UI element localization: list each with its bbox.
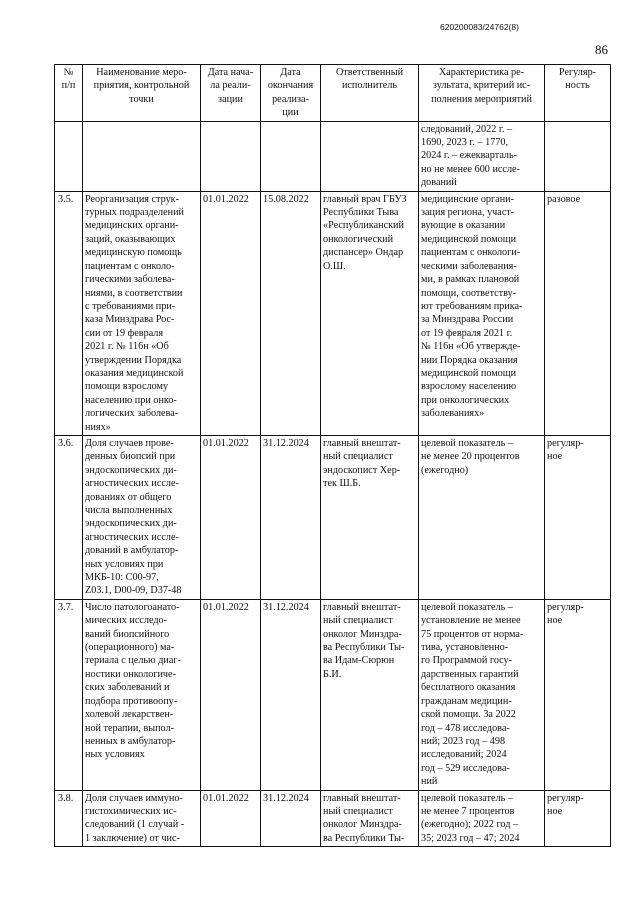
table-row bbox=[55, 121, 611, 191]
row-regularity: разовое bbox=[545, 191, 611, 435]
row-start-date: 01.01.2022 bbox=[201, 435, 261, 599]
row-name: Доля случаев прове- денных биопсий при эндоскопических ди- агностических иссле- дованиях от общего числа выполненных эндоскопических ди- агностических иссле- дований в амбулатор- ных условиях при МКБ-10: С00-97, Z03.1, D00-09, D37-48 bbox=[83, 435, 201, 599]
page-number: 86 bbox=[595, 42, 608, 57]
row-start-date bbox=[201, 121, 261, 191]
row-name: Число патологоанато- мических исследо- ваний биопсийного (операционного) ма- териала с целью диаг- ностики онкологиче- ских заболеваний и подбора противоопу- холевой лекарствен- ной терапии, выпол- ненных в амбулатор- ных условиях bbox=[83, 599, 201, 790]
header-number: № п/п bbox=[55, 65, 83, 122]
header-responsible: Ответственный исполнитель bbox=[321, 65, 419, 122]
row-result: следований, 2022 г. – 1690, 2023 г. – 1770, 2024 г. – ежекварталь- но не менее 600 иссле- дований bbox=[419, 121, 545, 191]
row-responsible bbox=[321, 121, 419, 191]
row-name: Доля случаев иммуно- гистохимических ис- следований (1 случай - 1 заключение) от чис- bbox=[83, 790, 201, 847]
row-responsible: главный внештат- ный специалист онколог Минздра- ва Республики Ты- bbox=[321, 790, 419, 847]
row-result: целевой показатель – установление не менее 75 процентов от норма- тива, установленно- го Программой госу- дарственных гарантий бесплатного оказания гражданам медицин- ской помощи. За 2022 год – 478 исследова- ний; 2023 год – 498 исследований; 2024 год – 529 исследова- ний bbox=[419, 599, 545, 790]
row-start-date: 01.01.2022 bbox=[201, 191, 261, 435]
row-number: 3.8. bbox=[55, 790, 83, 847]
row-regularity: регуляр- ное bbox=[545, 790, 611, 847]
document-id: 620200083/24762(8) bbox=[440, 22, 519, 32]
row-name bbox=[83, 121, 201, 191]
row-number: 3.7. bbox=[55, 599, 83, 790]
row-result: медицинские органи- зация региона, участ- вующие в оказании медицинской помощи пациентам с онкологи- ческими заболевания- ми, в рамках плановой помощи, соответству- ют требованиям прика- за Минздрава России от 19 февраля 2021 г. № 116н «Об утвержде- нии Порядка оказания медицинской помощи взрослому населению при онкологических заболеваниях» bbox=[419, 191, 545, 435]
table-header-row bbox=[55, 65, 611, 122]
row-end-date: 31.12.2024 bbox=[261, 790, 321, 847]
measures-table bbox=[54, 64, 611, 847]
row-result: целевой показатель – не менее 7 процентов (ежегодно); 2022 год – 35; 2023 год – 47; 2024 bbox=[419, 790, 545, 847]
row-result: целевой показатель – не менее 20 процентов (ежегодно) bbox=[419, 435, 545, 599]
table-row bbox=[55, 790, 611, 847]
row-end-date: 15.08.2022 bbox=[261, 191, 321, 435]
row-regularity: регуляр- ное bbox=[545, 435, 611, 599]
header-regularity: Регуляр- ность bbox=[545, 65, 611, 122]
row-end-date: 31.12.2024 bbox=[261, 599, 321, 790]
row-regularity bbox=[545, 121, 611, 191]
header-start-date: Дата нача- ла реали- зации bbox=[201, 65, 261, 122]
header-end-date: Дата окончания реализа- ции bbox=[261, 65, 321, 122]
row-number: 3.5. bbox=[55, 191, 83, 435]
row-regularity: регуляр- ное bbox=[545, 599, 611, 790]
row-end-date: 31.12.2024 bbox=[261, 435, 321, 599]
row-number bbox=[55, 121, 83, 191]
row-start-date: 01.01.2022 bbox=[201, 599, 261, 790]
row-responsible: главный внештат- ный специалист эндоскопист Хер- тек Ш.Б. bbox=[321, 435, 419, 599]
table-row bbox=[55, 191, 611, 435]
table-row bbox=[55, 599, 611, 790]
row-number: 3.6. bbox=[55, 435, 83, 599]
row-name: Реорганизация струк- турных подразделений медицинских органи- заций, оказывающих медицинскую помощь пациентам с онколо- гическими заболева- ниями, в соответствии с требованиями при- каза Минздрава Рос- сии от 19 февраля 2021 г. № 116н «Об утверждении Порядка оказания медицинской помощи взрослому населению при онко- логических заболева- ниях» bbox=[83, 191, 201, 435]
header-result: Характеристика ре- зультата, критерий ис- полнения мероприятий bbox=[419, 65, 545, 122]
row-responsible: главный внештат- ный специалист онколог Минздра- ва Республики Ты- ва Идам-Сюрюн Б.И. bbox=[321, 599, 419, 790]
header-name: Наименование меро- приятия, контрольной точки bbox=[83, 65, 201, 122]
row-end-date bbox=[261, 121, 321, 191]
row-start-date: 01.01.2022 bbox=[201, 790, 261, 847]
table-row bbox=[55, 435, 611, 599]
row-responsible: главный врач ГБУЗ Республики Тыва «Республиканский онкологический диспансер» Ондар О.Ш. bbox=[321, 191, 419, 435]
